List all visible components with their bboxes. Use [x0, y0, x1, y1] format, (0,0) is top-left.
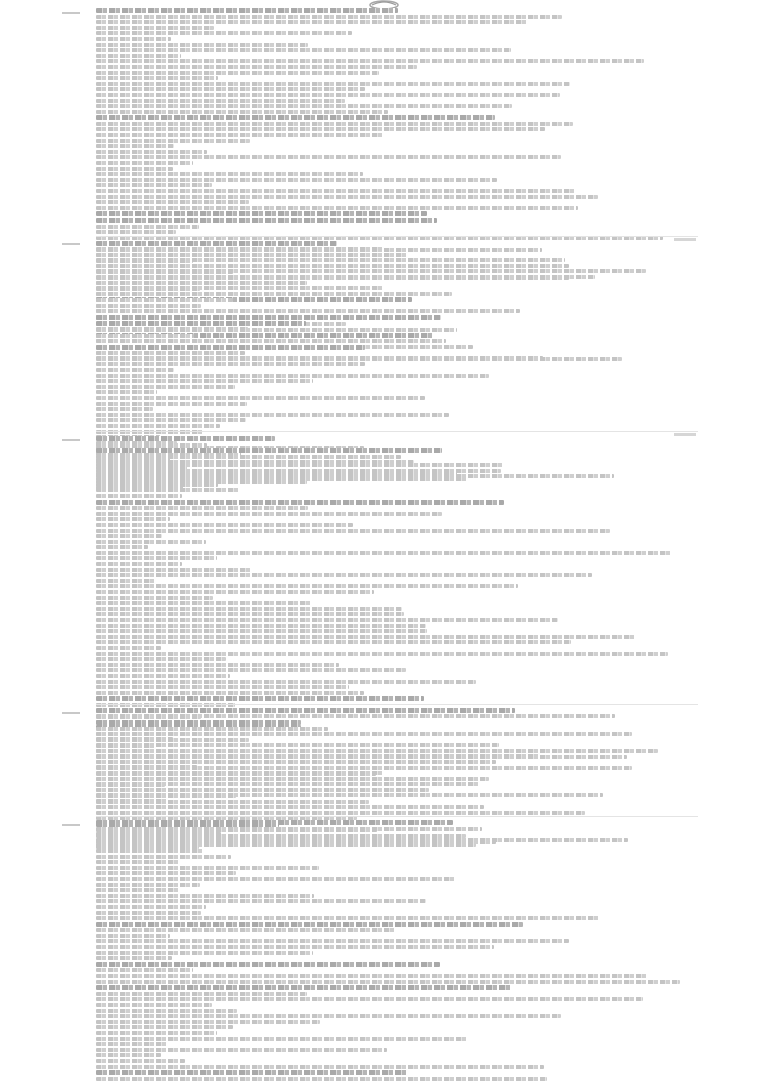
text-line	[96, 1077, 547, 1081]
text-line	[96, 93, 560, 97]
text-line	[96, 390, 157, 394]
text-line	[96, 934, 170, 938]
text-line	[96, 894, 314, 898]
text-line	[96, 172, 363, 176]
text-line	[96, 974, 647, 978]
text-line	[96, 646, 161, 650]
section-divider	[96, 236, 698, 237]
text-line	[96, 849, 203, 853]
text-line	[96, 424, 220, 428]
text-line	[96, 800, 369, 804]
text-line	[96, 956, 172, 960]
text-line	[96, 624, 426, 628]
text-line	[96, 888, 179, 892]
text-line	[96, 811, 585, 815]
text-line	[96, 755, 627, 759]
text-line	[96, 945, 494, 949]
text-line	[96, 832, 221, 836]
text-line	[96, 115, 495, 120]
text-line	[96, 402, 247, 406]
text-line	[96, 540, 206, 544]
text-line	[96, 607, 402, 611]
text-line	[96, 76, 218, 80]
text-line	[96, 727, 328, 731]
text-line	[96, 455, 401, 459]
text-line	[96, 144, 174, 148]
text-line	[96, 749, 634, 753]
text-line	[96, 738, 249, 742]
text-line	[96, 922, 523, 927]
text-line	[96, 838, 628, 842]
text-line	[96, 674, 230, 678]
text-line	[96, 276, 569, 280]
section-marker	[62, 243, 80, 245]
text-line	[96, 253, 352, 257]
text-line	[96, 15, 562, 19]
text-line	[96, 248, 542, 252]
text-line	[96, 460, 414, 464]
text-line	[96, 820, 453, 825]
text-line	[96, 618, 558, 622]
text-line	[96, 218, 437, 223]
text-line	[96, 663, 339, 667]
text-line	[96, 122, 573, 126]
text-line	[96, 104, 512, 108]
text-line	[96, 992, 307, 996]
text-line	[96, 139, 250, 143]
text-line	[96, 133, 383, 137]
text-line	[96, 48, 511, 52]
question-section-4	[0, 708, 768, 816]
text-line	[96, 477, 468, 481]
text-line	[96, 783, 165, 787]
text-line	[96, 827, 482, 831]
text-line	[96, 629, 427, 633]
text-line	[96, 71, 379, 75]
section-divider	[96, 704, 698, 705]
text-line	[96, 568, 252, 572]
text-line	[96, 877, 455, 881]
text-line	[96, 1020, 320, 1024]
text-line	[96, 436, 275, 441]
text-line	[96, 309, 236, 313]
text-line	[96, 562, 182, 566]
text-line	[96, 357, 622, 361]
text-line	[96, 556, 217, 560]
text-line	[96, 866, 319, 870]
text-line	[96, 345, 365, 350]
text-line	[96, 259, 193, 263]
section-text-lines	[96, 820, 698, 1082]
text-line	[96, 905, 206, 909]
text-line	[96, 720, 301, 725]
text-line	[96, 87, 365, 91]
text-line	[96, 379, 313, 383]
text-line	[96, 225, 199, 229]
text-line	[96, 110, 388, 114]
text-line	[96, 1048, 387, 1052]
text-line	[96, 732, 632, 736]
text-line	[96, 788, 174, 792]
text-line	[96, 321, 306, 326]
text-line	[96, 396, 425, 400]
text-line	[96, 1037, 468, 1041]
text-line	[96, 270, 233, 274]
text-line	[96, 334, 194, 338]
text-line	[96, 494, 182, 498]
text-line	[96, 843, 476, 847]
text-line	[96, 951, 313, 955]
text-line	[96, 466, 187, 470]
text-line	[96, 195, 598, 199]
text-line	[96, 292, 452, 296]
text-line	[96, 635, 636, 639]
text-line	[96, 368, 174, 372]
section-marker	[62, 439, 80, 441]
text-line	[96, 668, 406, 672]
text-line	[96, 155, 561, 159]
text-line	[96, 883, 200, 887]
text-line	[96, 1070, 408, 1075]
text-line	[96, 20, 528, 24]
text-line	[96, 241, 337, 246]
text-line	[96, 512, 442, 516]
text-line	[96, 31, 352, 35]
text-line	[96, 150, 207, 154]
text-line	[96, 230, 176, 234]
text-line	[96, 640, 571, 644]
text-line	[96, 1025, 233, 1029]
text-line	[96, 178, 497, 182]
text-line	[96, 708, 515, 713]
text-line	[96, 8, 398, 13]
text-line	[96, 529, 610, 533]
text-line	[96, 54, 181, 58]
text-line	[96, 1031, 217, 1035]
text-line	[96, 523, 353, 527]
text-line	[96, 534, 162, 538]
text-line	[96, 413, 449, 417]
text-line	[96, 1014, 561, 1018]
text-line	[96, 590, 374, 594]
text-line	[96, 657, 226, 661]
text-line	[96, 472, 457, 476]
text-line	[96, 772, 376, 776]
text-line	[96, 573, 592, 577]
text-line	[96, 264, 569, 268]
text-line	[96, 362, 365, 366]
text-line	[96, 1065, 544, 1069]
text-line	[96, 980, 680, 984]
question-section-2	[0, 241, 768, 431]
text-line	[96, 374, 489, 378]
text-line	[96, 183, 212, 187]
text-line	[96, 805, 484, 809]
text-line	[96, 871, 236, 875]
text-line	[96, 315, 407, 320]
text-line	[96, 339, 237, 343]
text-line	[96, 82, 570, 86]
text-line	[96, 488, 239, 492]
text-line	[96, 418, 246, 422]
text-line	[96, 161, 193, 165]
section-marker	[62, 12, 80, 14]
text-line	[96, 43, 308, 47]
text-line	[96, 99, 345, 103]
text-line	[96, 287, 200, 291]
text-line	[96, 744, 155, 748]
text-line	[96, 281, 251, 285]
text-line	[96, 855, 231, 859]
text-line	[96, 1003, 212, 1007]
text-line	[96, 483, 218, 487]
text-line	[96, 1009, 237, 1013]
text-line	[96, 612, 404, 616]
text-line	[96, 37, 171, 41]
text-line	[96, 911, 201, 915]
text-line	[96, 928, 396, 932]
text-line	[96, 506, 308, 510]
text-line	[96, 652, 668, 656]
text-line	[96, 200, 249, 204]
question-section-5	[0, 820, 768, 1010]
text-line	[96, 985, 511, 990]
text-line	[96, 584, 518, 588]
text-line	[96, 551, 671, 555]
text-line	[96, 939, 569, 943]
text-line	[96, 26, 214, 30]
text-line	[96, 860, 179, 864]
text-line	[96, 715, 201, 719]
text-line	[96, 1053, 161, 1057]
text-line	[96, 65, 417, 69]
text-line	[96, 601, 312, 605]
text-line	[96, 189, 576, 193]
text-line	[96, 685, 349, 689]
text-line	[96, 899, 426, 903]
text-line	[96, 443, 207, 447]
text-line	[96, 680, 476, 684]
text-line	[96, 1059, 185, 1063]
section-marker	[62, 824, 80, 826]
text-line	[96, 127, 545, 131]
text-line	[96, 298, 233, 302]
text-line	[96, 968, 193, 972]
text-line	[96, 407, 153, 411]
text-line	[96, 206, 578, 210]
text-line	[96, 696, 424, 701]
section-divider	[96, 431, 698, 432]
text-line	[96, 328, 457, 332]
text-line	[96, 167, 173, 171]
text-line	[96, 304, 201, 308]
text-line	[96, 500, 504, 505]
question-section-3	[0, 436, 768, 704]
section-marker	[62, 712, 80, 714]
text-line	[96, 997, 643, 1001]
text-line	[96, 579, 156, 583]
text-line	[96, 691, 364, 695]
text-line	[96, 211, 427, 216]
question-section-1	[0, 8, 768, 238]
section-divider	[96, 816, 698, 817]
text-line	[96, 545, 148, 549]
text-line	[96, 385, 235, 389]
text-line	[96, 760, 441, 764]
text-line	[96, 962, 440, 967]
text-line	[96, 59, 644, 63]
text-line	[96, 794, 236, 798]
text-line	[96, 1042, 167, 1046]
text-line	[96, 916, 599, 920]
text-line	[96, 596, 213, 600]
text-line	[96, 766, 632, 770]
text-line	[96, 351, 245, 355]
text-line	[96, 517, 170, 521]
text-line	[96, 448, 442, 453]
text-line	[96, 777, 368, 781]
